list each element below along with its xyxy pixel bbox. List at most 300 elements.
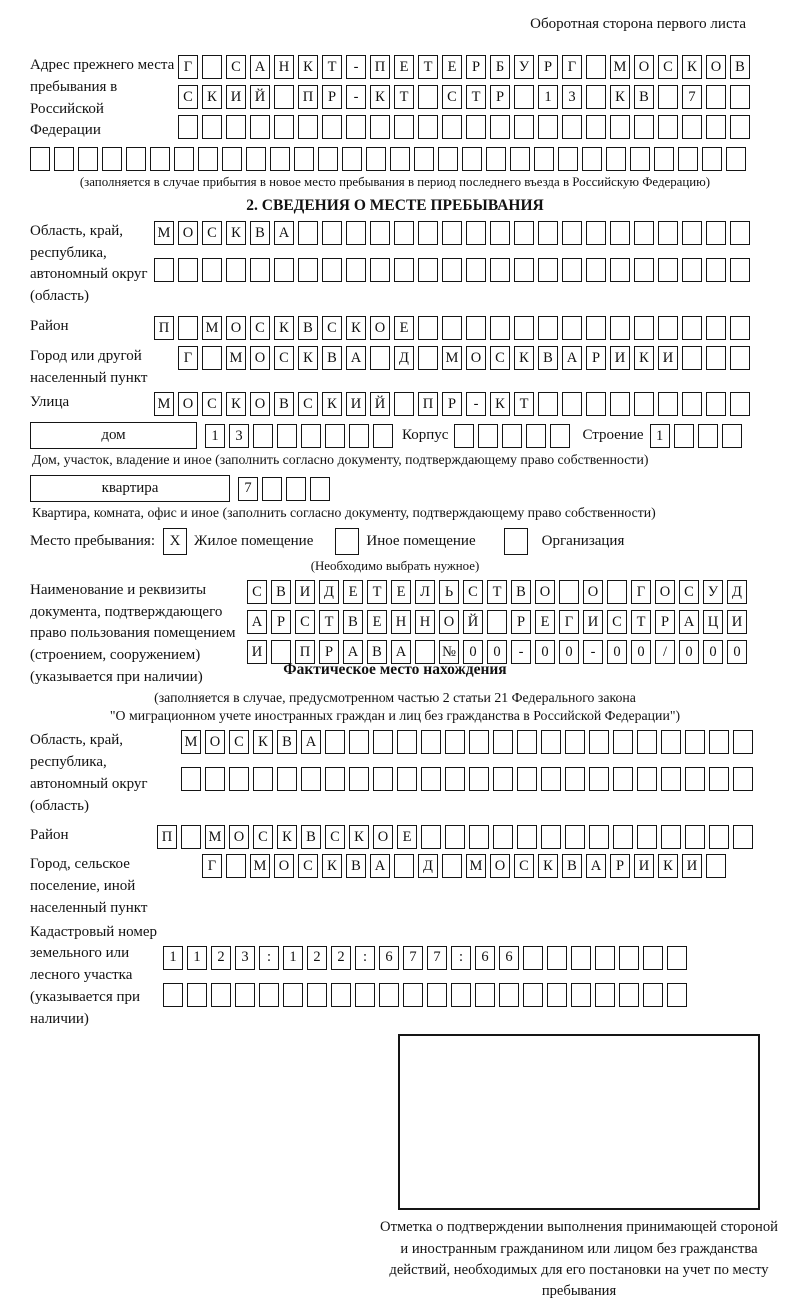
char-cell[interactable] bbox=[274, 258, 294, 282]
char-cell[interactable]: К bbox=[298, 55, 318, 79]
char-cell[interactable] bbox=[562, 221, 582, 245]
char-cell[interactable] bbox=[667, 946, 687, 970]
char-cell[interactable]: М bbox=[202, 316, 222, 340]
char-cell[interactable] bbox=[298, 258, 318, 282]
char-cell[interactable] bbox=[226, 115, 246, 139]
char-cell[interactable]: 1 bbox=[187, 946, 207, 970]
char-cell[interactable]: К bbox=[658, 854, 678, 878]
char-cell[interactable] bbox=[610, 392, 630, 416]
char-cell[interactable] bbox=[370, 258, 390, 282]
char-cell[interactable]: 7 bbox=[238, 477, 258, 501]
char-cell[interactable] bbox=[595, 946, 615, 970]
char-cell[interactable]: Б bbox=[490, 55, 510, 79]
char-cell[interactable] bbox=[634, 221, 654, 245]
char-cell[interactable]: Р bbox=[319, 640, 339, 664]
char-cell[interactable] bbox=[373, 424, 393, 448]
char-cell[interactable] bbox=[379, 983, 399, 1007]
char-cell[interactable] bbox=[490, 115, 510, 139]
char-cell[interactable] bbox=[586, 258, 606, 282]
char-cell[interactable]: : bbox=[259, 946, 279, 970]
char-cell[interactable] bbox=[442, 316, 462, 340]
char-cell[interactable] bbox=[514, 115, 534, 139]
char-cell[interactable]: Т bbox=[514, 392, 534, 416]
char-cell[interactable] bbox=[174, 147, 194, 171]
char-cell[interactable] bbox=[613, 825, 633, 849]
char-cell[interactable]: О bbox=[178, 221, 198, 245]
char-cell[interactable]: Н bbox=[415, 610, 435, 634]
char-cell[interactable]: 2 bbox=[307, 946, 327, 970]
char-cell[interactable]: 6 bbox=[499, 946, 519, 970]
char-cell[interactable] bbox=[442, 115, 462, 139]
char-cell[interactable]: 0 bbox=[559, 640, 579, 664]
char-cell[interactable]: С bbox=[442, 85, 462, 109]
char-cell[interactable] bbox=[682, 221, 702, 245]
char-cell[interactable] bbox=[418, 115, 438, 139]
char-cell[interactable]: 0 bbox=[607, 640, 627, 664]
char-cell[interactable]: Р bbox=[511, 610, 531, 634]
char-cell[interactable] bbox=[322, 221, 342, 245]
char-cell[interactable] bbox=[523, 983, 543, 1007]
char-cell[interactable] bbox=[442, 258, 462, 282]
char-cell[interactable]: С bbox=[253, 825, 273, 849]
char-cell[interactable] bbox=[606, 147, 626, 171]
char-cell[interactable]: К bbox=[274, 316, 294, 340]
char-cell[interactable] bbox=[466, 221, 486, 245]
char-cell[interactable]: А bbox=[343, 640, 363, 664]
char-cell[interactable] bbox=[562, 316, 582, 340]
char-cell[interactable]: П bbox=[157, 825, 177, 849]
char-cell[interactable] bbox=[586, 55, 606, 79]
char-cell[interactable] bbox=[541, 825, 561, 849]
char-cell[interactable] bbox=[610, 221, 630, 245]
char-cell[interactable] bbox=[619, 983, 639, 1007]
char-cell[interactable] bbox=[658, 316, 678, 340]
char-cell[interactable] bbox=[325, 424, 345, 448]
char-cell[interactable] bbox=[307, 983, 327, 1007]
char-cell[interactable] bbox=[202, 115, 222, 139]
char-cell[interactable] bbox=[301, 424, 321, 448]
char-cell[interactable] bbox=[586, 115, 606, 139]
char-cell[interactable] bbox=[451, 983, 471, 1007]
char-cell[interactable]: С bbox=[658, 55, 678, 79]
char-cell[interactable] bbox=[78, 147, 98, 171]
char-cell[interactable] bbox=[277, 424, 297, 448]
char-cell[interactable]: Д bbox=[727, 580, 747, 604]
char-cell[interactable] bbox=[538, 316, 558, 340]
char-cell[interactable] bbox=[514, 221, 534, 245]
char-cell[interactable] bbox=[418, 346, 438, 370]
char-cell[interactable]: 6 bbox=[475, 946, 495, 970]
char-cell[interactable]: Р bbox=[655, 610, 675, 634]
char-cell[interactable]: 0 bbox=[703, 640, 723, 664]
char-cell[interactable] bbox=[202, 346, 222, 370]
char-cell[interactable]: 1 bbox=[205, 424, 225, 448]
char-cell[interactable]: К bbox=[538, 854, 558, 878]
char-cell[interactable]: О bbox=[706, 55, 726, 79]
char-cell[interactable] bbox=[445, 767, 465, 791]
char-cell[interactable] bbox=[253, 767, 273, 791]
char-cell[interactable]: С bbox=[202, 392, 222, 416]
char-cell[interactable] bbox=[685, 730, 705, 754]
char-cell[interactable] bbox=[586, 85, 606, 109]
char-cell[interactable]: Т bbox=[322, 55, 342, 79]
char-cell[interactable]: 1 bbox=[538, 85, 558, 109]
char-cell[interactable]: С bbox=[298, 854, 318, 878]
char-cell[interactable]: И bbox=[226, 85, 246, 109]
char-cell[interactable] bbox=[346, 115, 366, 139]
char-cell[interactable]: Й bbox=[250, 85, 270, 109]
char-cell[interactable]: Г bbox=[178, 55, 198, 79]
char-cell[interactable]: - bbox=[583, 640, 603, 664]
char-cell[interactable]: Е bbox=[343, 580, 363, 604]
char-cell[interactable] bbox=[526, 424, 546, 448]
char-cell[interactable] bbox=[685, 825, 705, 849]
char-cell[interactable] bbox=[202, 258, 222, 282]
char-cell[interactable]: С bbox=[229, 730, 249, 754]
char-cell[interactable] bbox=[559, 580, 579, 604]
char-cell[interactable]: 1 bbox=[650, 424, 670, 448]
char-cell[interactable] bbox=[355, 983, 375, 1007]
char-cell[interactable] bbox=[342, 147, 362, 171]
char-cell[interactable] bbox=[414, 147, 434, 171]
char-cell[interactable]: О bbox=[535, 580, 555, 604]
char-cell[interactable]: Д bbox=[418, 854, 438, 878]
char-cell[interactable]: К bbox=[346, 316, 366, 340]
char-cell[interactable] bbox=[658, 258, 678, 282]
char-cell[interactable] bbox=[270, 147, 290, 171]
char-cell[interactable]: И bbox=[583, 610, 603, 634]
char-cell[interactable] bbox=[682, 392, 702, 416]
char-cell[interactable]: А bbox=[370, 854, 390, 878]
char-cell[interactable] bbox=[250, 258, 270, 282]
char-cell[interactable] bbox=[550, 424, 570, 448]
char-cell[interactable]: Р bbox=[442, 392, 462, 416]
char-cell[interactable]: И bbox=[346, 392, 366, 416]
char-cell[interactable]: В bbox=[634, 85, 654, 109]
char-cell[interactable]: В bbox=[277, 730, 297, 754]
char-cell[interactable]: Г bbox=[559, 610, 579, 634]
char-cell[interactable] bbox=[427, 983, 447, 1007]
char-cell[interactable] bbox=[274, 115, 294, 139]
char-cell[interactable]: Т bbox=[418, 55, 438, 79]
char-cell[interactable] bbox=[661, 825, 681, 849]
char-cell[interactable]: 2 bbox=[211, 946, 231, 970]
char-cell[interactable] bbox=[517, 825, 537, 849]
char-cell[interactable] bbox=[706, 316, 726, 340]
char-cell[interactable]: В bbox=[562, 854, 582, 878]
char-cell[interactable] bbox=[733, 767, 753, 791]
char-cell[interactable]: 3 bbox=[229, 424, 249, 448]
char-cell[interactable]: У bbox=[514, 55, 534, 79]
char-cell[interactable]: А bbox=[586, 854, 606, 878]
char-cell[interactable]: Т bbox=[394, 85, 414, 109]
char-cell[interactable]: Н bbox=[391, 610, 411, 634]
char-cell[interactable]: С bbox=[298, 392, 318, 416]
char-cell[interactable] bbox=[322, 258, 342, 282]
char-cell[interactable]: Г bbox=[562, 55, 582, 79]
char-cell[interactable] bbox=[274, 85, 294, 109]
char-cell[interactable] bbox=[667, 983, 687, 1007]
char-cell[interactable]: Р bbox=[322, 85, 342, 109]
char-cell[interactable]: П bbox=[295, 640, 315, 664]
char-cell[interactable] bbox=[634, 115, 654, 139]
char-cell[interactable] bbox=[589, 730, 609, 754]
char-cell[interactable] bbox=[490, 258, 510, 282]
char-cell[interactable]: : bbox=[451, 946, 471, 970]
char-cell[interactable] bbox=[523, 946, 543, 970]
char-cell[interactable]: Е bbox=[535, 610, 555, 634]
char-cell[interactable]: К bbox=[277, 825, 297, 849]
char-cell[interactable]: Т bbox=[319, 610, 339, 634]
char-cell[interactable]: С bbox=[679, 580, 699, 604]
char-cell[interactable] bbox=[682, 316, 702, 340]
char-cell[interactable] bbox=[643, 946, 663, 970]
char-cell[interactable]: С bbox=[178, 85, 198, 109]
char-cell[interactable] bbox=[178, 115, 198, 139]
char-cell[interactable] bbox=[562, 258, 582, 282]
char-cell[interactable]: И bbox=[727, 610, 747, 634]
char-cell[interactable] bbox=[394, 392, 414, 416]
char-cell[interactable]: 1 bbox=[163, 946, 183, 970]
char-cell[interactable] bbox=[370, 221, 390, 245]
char-cell[interactable]: О bbox=[274, 854, 294, 878]
char-cell[interactable] bbox=[325, 730, 345, 754]
char-cell[interactable] bbox=[30, 147, 50, 171]
char-cell[interactable] bbox=[397, 730, 417, 754]
char-cell[interactable] bbox=[658, 115, 678, 139]
char-cell[interactable] bbox=[643, 983, 663, 1007]
char-cell[interactable] bbox=[325, 767, 345, 791]
char-cell[interactable] bbox=[538, 392, 558, 416]
char-cell[interactable] bbox=[730, 115, 750, 139]
char-cell[interactable]: П bbox=[418, 392, 438, 416]
char-cell[interactable]: М bbox=[250, 854, 270, 878]
char-cell[interactable] bbox=[235, 983, 255, 1007]
char-cell[interactable] bbox=[205, 767, 225, 791]
char-cell[interactable] bbox=[226, 854, 246, 878]
char-cell[interactable] bbox=[730, 346, 750, 370]
char-cell[interactable] bbox=[445, 825, 465, 849]
char-cell[interactable]: М bbox=[442, 346, 462, 370]
char-cell[interactable] bbox=[198, 147, 218, 171]
char-cell[interactable]: С bbox=[250, 316, 270, 340]
char-cell[interactable]: : bbox=[355, 946, 375, 970]
char-cell[interactable] bbox=[403, 983, 423, 1007]
char-cell[interactable] bbox=[294, 147, 314, 171]
char-cell[interactable] bbox=[397, 767, 417, 791]
char-cell[interactable] bbox=[514, 258, 534, 282]
char-cell[interactable]: А bbox=[679, 610, 699, 634]
char-cell[interactable] bbox=[229, 767, 249, 791]
char-cell[interactable]: Р bbox=[586, 346, 606, 370]
char-cell[interactable] bbox=[586, 221, 606, 245]
char-cell[interactable]: Ь bbox=[439, 580, 459, 604]
char-cell[interactable] bbox=[349, 730, 369, 754]
char-cell[interactable] bbox=[322, 115, 342, 139]
char-cell[interactable] bbox=[277, 767, 297, 791]
char-cell[interactable] bbox=[54, 147, 74, 171]
char-cell[interactable]: Й bbox=[463, 610, 483, 634]
char-cell[interactable]: Е bbox=[367, 610, 387, 634]
char-cell[interactable]: А bbox=[301, 730, 321, 754]
char-cell[interactable] bbox=[610, 115, 630, 139]
char-cell[interactable] bbox=[661, 767, 681, 791]
char-cell[interactable] bbox=[565, 730, 585, 754]
char-cell[interactable]: 1 bbox=[283, 946, 303, 970]
char-cell[interactable]: С bbox=[295, 610, 315, 634]
char-cell[interactable] bbox=[349, 424, 369, 448]
char-cell[interactable] bbox=[630, 147, 650, 171]
char-cell[interactable] bbox=[493, 730, 513, 754]
char-cell[interactable]: - bbox=[346, 55, 366, 79]
char-cell[interactable] bbox=[475, 983, 495, 1007]
char-cell[interactable]: В bbox=[538, 346, 558, 370]
char-cell[interactable] bbox=[586, 392, 606, 416]
char-cell[interactable] bbox=[634, 258, 654, 282]
char-cell[interactable] bbox=[370, 115, 390, 139]
char-cell[interactable]: П bbox=[298, 85, 318, 109]
char-cell[interactable] bbox=[534, 147, 554, 171]
char-cell[interactable]: У bbox=[703, 580, 723, 604]
checkbox-residential[interactable]: X bbox=[163, 528, 187, 555]
char-cell[interactable] bbox=[733, 730, 753, 754]
char-cell[interactable]: К bbox=[634, 346, 654, 370]
char-cell[interactable] bbox=[613, 730, 633, 754]
char-cell[interactable] bbox=[709, 767, 729, 791]
char-cell[interactable] bbox=[102, 147, 122, 171]
char-cell[interactable]: Р bbox=[490, 85, 510, 109]
char-cell[interactable]: В bbox=[730, 55, 750, 79]
char-cell[interactable] bbox=[565, 767, 585, 791]
char-cell[interactable]: С bbox=[274, 346, 294, 370]
char-cell[interactable]: Т bbox=[466, 85, 486, 109]
char-cell[interactable] bbox=[418, 258, 438, 282]
char-cell[interactable] bbox=[706, 221, 726, 245]
char-cell[interactable] bbox=[595, 983, 615, 1007]
char-cell[interactable] bbox=[562, 392, 582, 416]
char-cell[interactable]: Г bbox=[178, 346, 198, 370]
char-cell[interactable] bbox=[202, 55, 222, 79]
char-cell[interactable]: 0 bbox=[631, 640, 651, 664]
char-cell[interactable]: С bbox=[226, 55, 246, 79]
char-cell[interactable] bbox=[373, 730, 393, 754]
char-cell[interactable]: Е bbox=[394, 316, 414, 340]
char-cell[interactable] bbox=[634, 392, 654, 416]
char-cell[interactable] bbox=[654, 147, 674, 171]
char-cell[interactable] bbox=[637, 825, 657, 849]
char-cell[interactable]: О bbox=[634, 55, 654, 79]
char-cell[interactable] bbox=[373, 767, 393, 791]
char-cell[interactable] bbox=[730, 258, 750, 282]
char-cell[interactable]: Й bbox=[370, 392, 390, 416]
char-cell[interactable] bbox=[390, 147, 410, 171]
char-cell[interactable] bbox=[286, 477, 306, 501]
char-cell[interactable]: А bbox=[274, 221, 294, 245]
char-cell[interactable]: А bbox=[391, 640, 411, 664]
char-cell[interactable]: К bbox=[226, 221, 246, 245]
char-cell[interactable]: К bbox=[610, 85, 630, 109]
char-cell[interactable] bbox=[682, 346, 702, 370]
char-cell[interactable] bbox=[466, 316, 486, 340]
char-cell[interactable] bbox=[487, 610, 507, 634]
char-cell[interactable] bbox=[706, 346, 726, 370]
char-cell[interactable]: В bbox=[346, 854, 366, 878]
char-cell[interactable]: С bbox=[325, 825, 345, 849]
char-cell[interactable]: 6 bbox=[379, 946, 399, 970]
char-cell[interactable]: № bbox=[439, 640, 459, 664]
char-cell[interactable]: Г bbox=[631, 580, 651, 604]
char-cell[interactable]: М bbox=[154, 392, 174, 416]
char-cell[interactable] bbox=[421, 825, 441, 849]
char-cell[interactable] bbox=[619, 946, 639, 970]
char-cell[interactable] bbox=[226, 258, 246, 282]
char-cell[interactable] bbox=[658, 85, 678, 109]
char-cell[interactable] bbox=[211, 983, 231, 1007]
char-cell[interactable] bbox=[394, 221, 414, 245]
char-cell[interactable] bbox=[702, 147, 722, 171]
char-cell[interactable]: Е bbox=[397, 825, 417, 849]
char-cell[interactable]: 2 bbox=[331, 946, 351, 970]
char-cell[interactable] bbox=[547, 983, 567, 1007]
char-cell[interactable]: / bbox=[655, 640, 675, 664]
char-cell[interactable] bbox=[541, 730, 561, 754]
char-cell[interactable] bbox=[562, 115, 582, 139]
char-cell[interactable] bbox=[283, 983, 303, 1007]
char-cell[interactable]: И bbox=[610, 346, 630, 370]
char-cell[interactable] bbox=[418, 221, 438, 245]
char-cell[interactable]: Р bbox=[271, 610, 291, 634]
char-cell[interactable] bbox=[582, 147, 602, 171]
char-cell[interactable]: К bbox=[322, 392, 342, 416]
char-cell[interactable] bbox=[259, 983, 279, 1007]
char-cell[interactable] bbox=[678, 147, 698, 171]
char-cell[interactable]: Р bbox=[538, 55, 558, 79]
char-cell[interactable]: М bbox=[466, 854, 486, 878]
char-cell[interactable] bbox=[181, 825, 201, 849]
char-cell[interactable]: И bbox=[682, 854, 702, 878]
char-cell[interactable] bbox=[571, 946, 591, 970]
char-cell[interactable]: С bbox=[322, 316, 342, 340]
char-cell[interactable] bbox=[418, 316, 438, 340]
char-cell[interactable]: О bbox=[229, 825, 249, 849]
char-cell[interactable]: И bbox=[634, 854, 654, 878]
char-cell[interactable] bbox=[490, 316, 510, 340]
char-cell[interactable] bbox=[262, 477, 282, 501]
char-cell[interactable]: О bbox=[370, 316, 390, 340]
char-cell[interactable]: А bbox=[250, 55, 270, 79]
char-cell[interactable]: Е bbox=[391, 580, 411, 604]
char-cell[interactable] bbox=[607, 580, 627, 604]
char-cell[interactable] bbox=[698, 424, 718, 448]
char-cell[interactable] bbox=[730, 221, 750, 245]
char-cell[interactable]: П bbox=[370, 55, 390, 79]
char-cell[interactable]: 3 bbox=[235, 946, 255, 970]
char-cell[interactable]: И bbox=[658, 346, 678, 370]
char-cell[interactable]: В bbox=[274, 392, 294, 416]
char-cell[interactable] bbox=[589, 825, 609, 849]
char-cell[interactable]: Д bbox=[319, 580, 339, 604]
char-cell[interactable]: К bbox=[514, 346, 534, 370]
char-cell[interactable] bbox=[571, 983, 591, 1007]
char-cell[interactable]: К bbox=[682, 55, 702, 79]
char-cell[interactable]: М bbox=[154, 221, 174, 245]
char-cell[interactable] bbox=[469, 767, 489, 791]
checkbox-other-premises[interactable] bbox=[335, 528, 359, 555]
char-cell[interactable] bbox=[538, 258, 558, 282]
char-cell[interactable]: В bbox=[298, 316, 318, 340]
char-cell[interactable]: С bbox=[607, 610, 627, 634]
char-cell[interactable] bbox=[318, 147, 338, 171]
